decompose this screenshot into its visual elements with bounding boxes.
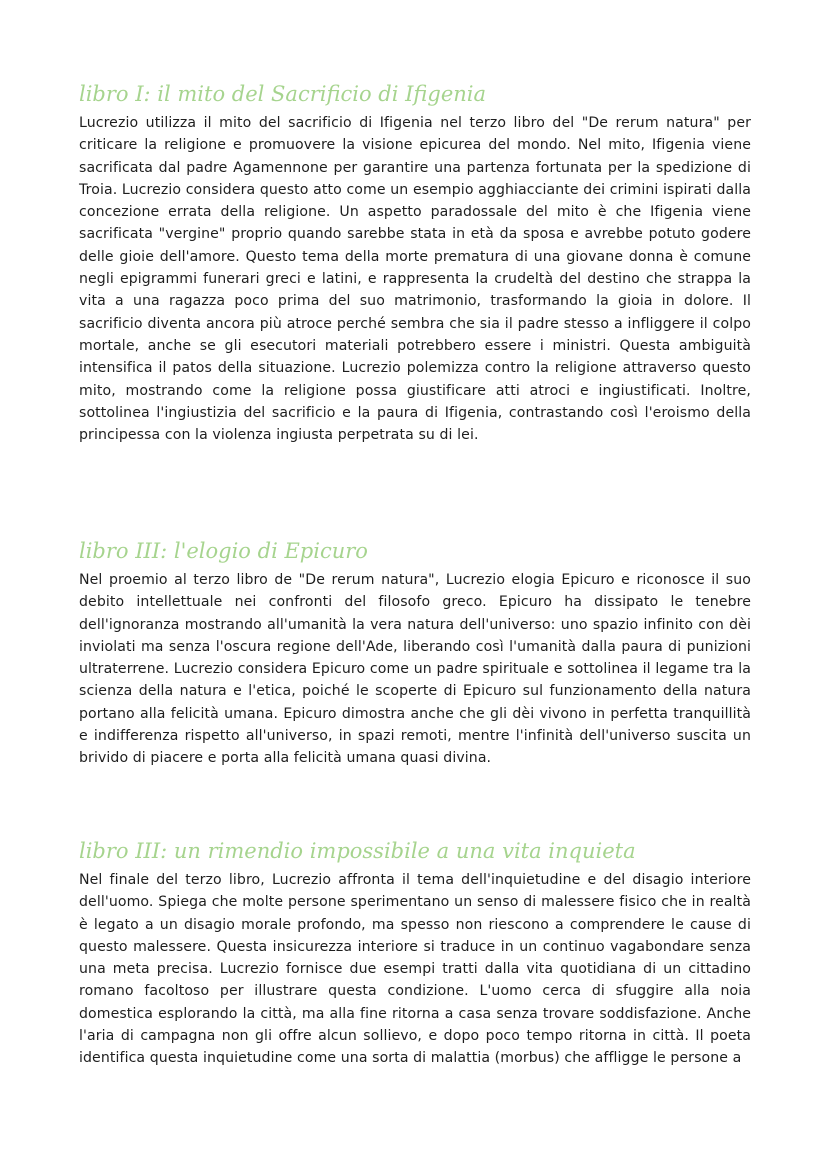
section-ifigenia [79,82,751,446]
section-elogio-epicuro [79,539,751,770]
section-paragraph: Nel finale del terzo libro, Lucrezio affronta il tema dell'inquietudine e del disagio interiore dell'uomo. Spiega che molte persone sperimentano un senso di malessere fisico che in realtà è legato a un disagio morale profondo, ma spesso non riescono a comprendere le cause di questo malessere. Questa insicurezza interiore si traduce in un continuo vagabondare senza una meta precisa. Lucrezio fornisce due esempi tratti dalla vita quotidiana di un cittadino romano facoltoso per illustrare questa condizione. L'uomo cerca di sfuggire alla noia domestica esplorando la città, ma alla fine ritorna a casa senza trovare soddisfazione. Anche l'aria di campagna non gli offre alcun sollievo, e dopo poco tempo ritorna in città. Il poeta identifica questa inquietudine come una sorta di malattia (morbus) che affligge le persone a [79,872,751,1067]
section-heading: libro III: l'elogio di Epicuro [79,539,368,563]
section-heading: libro I: il mito del Sacrificio di Ifigenia [79,82,487,106]
section-heading: libro III: un rimendio impossibile a una vita inquieta [79,839,636,863]
section-paragraph: Nel proemio al terzo libro de "De rerum natura", Lucrezio elogia Epicuro e riconosce il suo debito intellettuale nei confronti del filosofo greco. Epicuro ha dissipato le tenebre dell'ignoranza mostrando all'umanità la vera natura dell'universo: uno spazio infinito con dèi inviolati ma senza l'oscura regione dell'Ade, liberando così l'umanità dalla paura di punizioni ultraterrene. Lucrezio considera Epicuro come un padre spirituale e sottolinea il legame tra la scienza della natura e l'etica, poiché le scoperte di Epicuro sul funzionamento della natura portano alla felicità umana. Epicuro dimostra anche che gli dèi vivono in perfetta tranquillità e indifferenza rispetto all'universo, in spazi remoti, mentre l'infinità dell'universo suscita un brivido di piacere e porta alla felicità umana quasi divina. [79,572,751,767]
section-paragraph: Lucrezio utilizza il mito del sacrificio di Ifigenia nel terzo libro del "De rerum natura" per criticare la religione e promuovere la visione epicurea del mondo. Nel mito, Ifigenia viene sacrificata dal padre Agamennone per garantire una partenza fortunata per la spedizione di Troia. Lucrezio considera questo atto come un esempio agghiacciante dei crimini ispirati dalla concezione errata della religione. Un aspetto paradossale del mito è che Ifigenia viene sacrificata "vergine" proprio quando sarebbe stata in età da sposa e avrebbe potuto godere delle gioie dell'amore. Questo tema della morte prematura di una giovane donna è comune negli epigrammi funerari greci e latini, e rappresenta la crudeltà del destino che strappa la vita a una ragazza poco prima del suo matrimonio, trasformando la gioia in dolore. Il sacrificio diventa ancora più atroce perché sembra che sia il padre stesso a infliggere il colpo mortale, anche se gli esecutori materiali potrebbero essere i ministri. Questa ambiguità intensifica il patos della situazione. Lucrezio polemizza contro la religione attraverso questo mito, mostrando come la religione possa giustificare atti atroci e ingiustificati. Inoltre, sottolinea l'ingiustizia del sacrificio e la paura di Ifigenia, contrastando così l'eroismo della principessa con la violenza ingiusta perpetrata su di lei. [79,115,751,444]
section-vita-inquieta [79,839,751,1070]
